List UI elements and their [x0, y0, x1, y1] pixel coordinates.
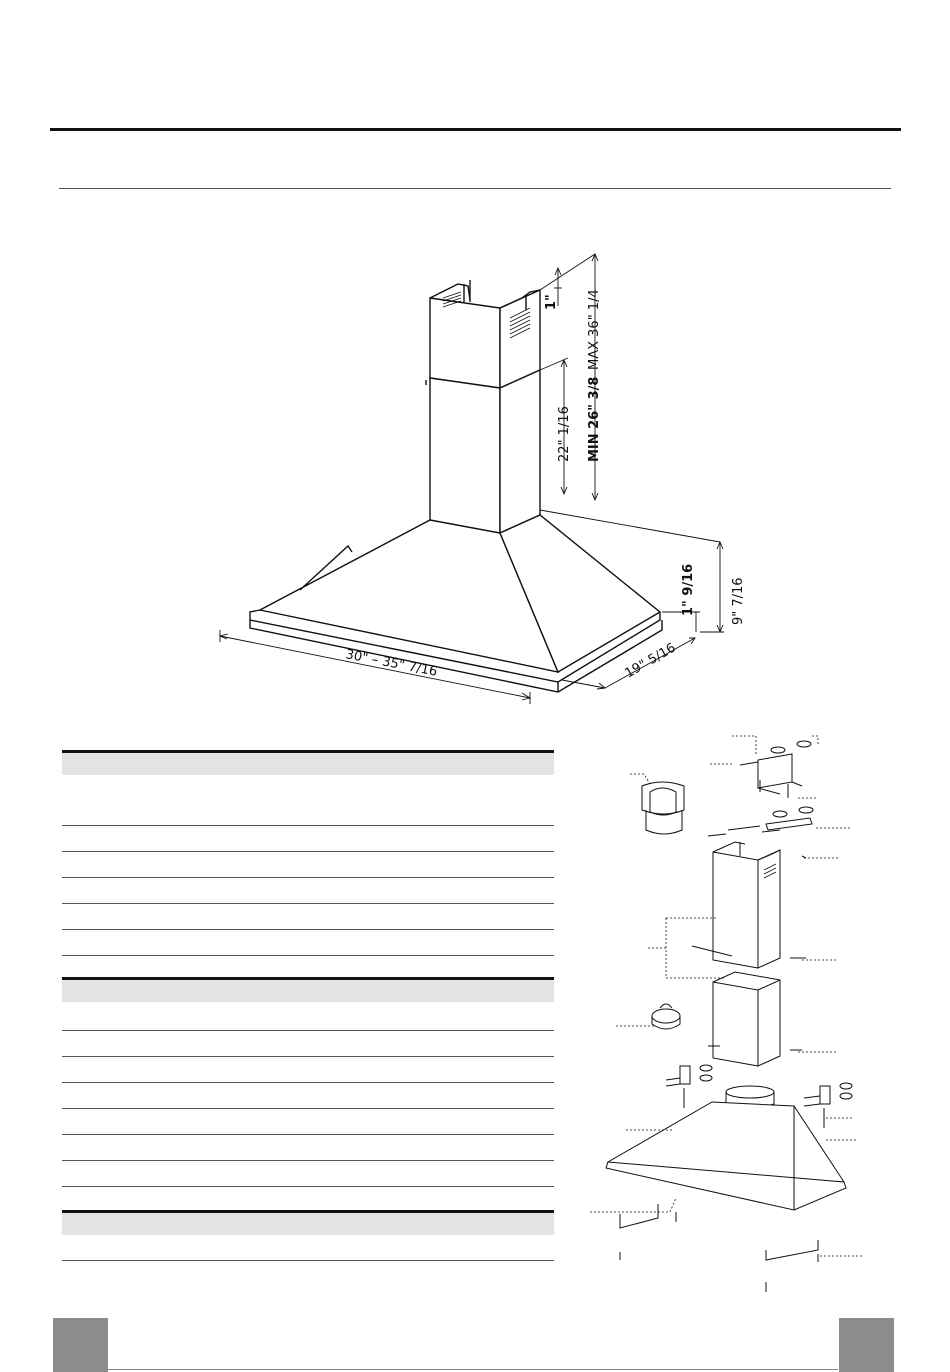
- hood-body: [250, 515, 662, 692]
- footer-line: [108, 1369, 838, 1370]
- section-rule: [59, 188, 891, 189]
- hood-dimension-drawing: [200, 240, 760, 710]
- depth-dimension-label: 19" 5/16: [622, 640, 679, 682]
- diverter-adapter: [642, 782, 684, 834]
- upper-chimney: [430, 280, 540, 388]
- hood-body-part: [606, 1086, 846, 1210]
- chimney-top-gap-label: 1": [544, 294, 559, 310]
- table-row: [62, 775, 554, 826]
- table-row: [62, 904, 554, 930]
- upper-chimney-part: [713, 842, 780, 968]
- parts-table-1: [62, 750, 554, 956]
- rim-height-label: 1" 9/16: [681, 563, 696, 616]
- upper-wall-bracket: [740, 741, 811, 798]
- width-dimension-label: 30" – 35" 7/16: [344, 647, 439, 680]
- table-row: [62, 1031, 554, 1057]
- chimney-min-label: MIN 26" 3/8: [587, 376, 602, 462]
- table-header: [62, 977, 554, 1002]
- bottom-mounting-brackets: [620, 1204, 818, 1260]
- table-header: [62, 1210, 554, 1235]
- chimney-lower-label: 22" 1/16: [557, 406, 572, 462]
- header-rule: [50, 128, 901, 131]
- chimney-max-label: MAX 36" 1/4: [587, 289, 602, 370]
- lower-chimney: [426, 370, 540, 533]
- footer-box-right: [839, 1318, 894, 1372]
- table-row: [62, 1235, 554, 1261]
- table-row: [62, 1161, 554, 1187]
- footer-box-left: [53, 1318, 108, 1372]
- table-row: [62, 852, 554, 878]
- table-header: [62, 750, 554, 775]
- table-row: [62, 1002, 554, 1031]
- table-row: [62, 1057, 554, 1083]
- total-height-label: 9" 7/16: [731, 577, 746, 625]
- table-row: [62, 1109, 554, 1135]
- parts-table-2: [62, 977, 554, 1187]
- lower-chimney-part: [713, 972, 780, 1066]
- side-bracket-right: [804, 1083, 852, 1128]
- exploded-parts-drawing: [580, 720, 870, 1300]
- table-row: [62, 1135, 554, 1161]
- side-bracket-left: [666, 1065, 712, 1108]
- chimney-bracket: [708, 807, 813, 836]
- parts-table-3: [62, 1210, 554, 1261]
- table-row: [62, 878, 554, 904]
- table-row: [62, 930, 554, 956]
- table-row: [62, 826, 554, 852]
- table-row: [62, 1083, 554, 1109]
- damper-part: [652, 1004, 680, 1029]
